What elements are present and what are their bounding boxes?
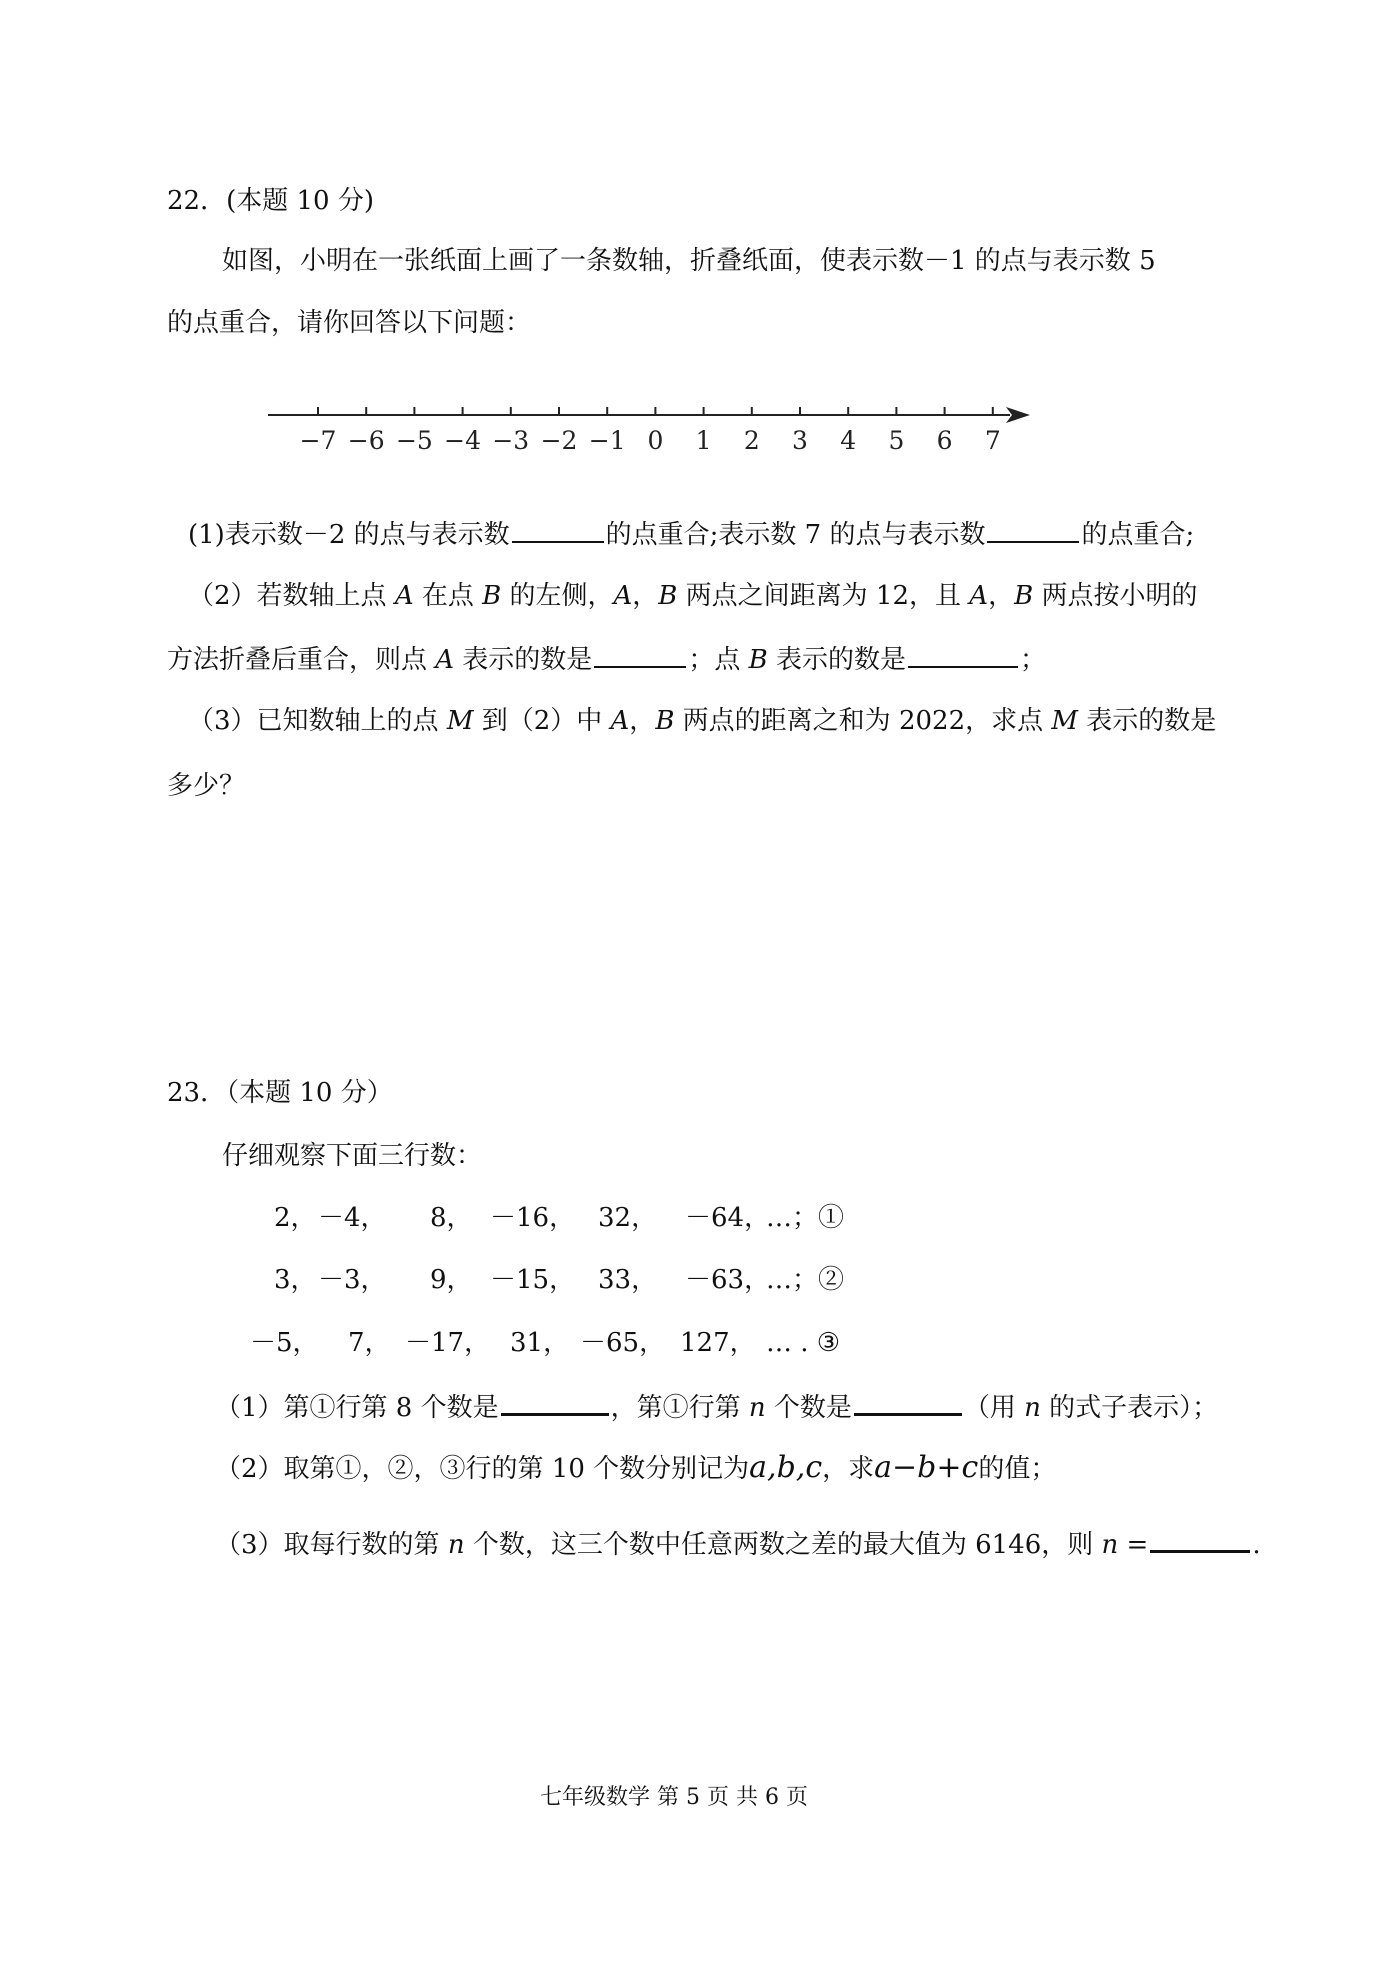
sequence-item: 127， [680, 1328, 756, 1358]
q23-header: 23．（本题 10 分） [167, 1078, 393, 1108]
q22-part1: (1)表示数－2 的点与表示数 的点重合;表示数 7 的点与表示数 的点重合; [188, 515, 1194, 553]
q22-header: 22．(本题 10 分) [167, 186, 374, 216]
sequence-item: －63， [685, 1265, 771, 1295]
number-line-tick-label: 5 [888, 426, 905, 455]
number-line-tick-label: −6 [347, 426, 385, 455]
answer-blank-2a[interactable] [594, 640, 686, 668]
sequence-item: －65， [580, 1328, 666, 1358]
sequence-item: 33， [598, 1265, 658, 1295]
sequence-item: －4， [318, 1203, 387, 1233]
number-line [0, 395, 1390, 475]
number-line-tick-label: 6 [936, 426, 953, 455]
q23-intro: 仔细观察下面三行数： [222, 1141, 483, 1171]
sequence-item: 3， [274, 1265, 317, 1295]
sequence-row-3 [0, 1325, 1390, 1361]
number-line-tick-label: 2 [743, 426, 760, 455]
q22-intro-line2: 的点重合，请你回答以下问题： [167, 308, 532, 338]
sequence-item: 8， [430, 1203, 473, 1233]
number-line-tick-label: 4 [840, 426, 857, 455]
answer-blank-1a[interactable] [512, 515, 604, 543]
sequence-item: －15， [490, 1265, 576, 1295]
q22-part3-line2: 多少？ [167, 771, 246, 801]
number-line-tick-label: 1 [695, 426, 712, 455]
sequence-item: －5， [250, 1328, 319, 1358]
sequence-item: 31， [510, 1328, 570, 1358]
q23-part3: （3）取每行数的第 n 个数，这三个数中任意两数之差的最大值为 6146，则 n = . [215, 1524, 1261, 1563]
sequence-item: －17， [405, 1328, 491, 1358]
number-line-tick-label: −4 [444, 426, 482, 455]
sequence-item: －64， [685, 1203, 771, 1233]
sequence-item: 2， [274, 1203, 317, 1233]
number-line-tick-label: −2 [540, 426, 578, 455]
answer-blank-3b[interactable] [854, 1387, 962, 1416]
number-line-tick-label: −1 [588, 426, 626, 455]
number-line-tick-label: 0 [647, 426, 664, 455]
q22-intro-line1: 如图，小明在一张纸面上画了一条数轴，折叠纸面，使表示数－1 的点与表示数 5 [222, 246, 1156, 276]
sequence-item: … . ③ [766, 1328, 841, 1358]
answer-blank-3a[interactable] [501, 1387, 609, 1416]
sequence-item: …；① [766, 1203, 845, 1233]
sequence-item: －3， [318, 1265, 387, 1295]
sequence-row-2 [0, 1262, 1390, 1298]
q23-part1: （1）第①行第 8 个数是 ，第①行第 n 个数是 （用 n 的式子表示）； [215, 1387, 1218, 1426]
q22-part2-line2: 方法折叠后重合，则点 A 表示的数是 ；点 B 表示的数是 ； [167, 640, 1046, 678]
number-line-tick-label: 3 [792, 426, 808, 455]
answer-blank-2b[interactable] [908, 640, 1018, 668]
q22-part2-line1: （2）若数轴上点 A 在点 B 的左侧，A，B 两点之间距离为 12，且 A，B 两点按小明的 [188, 581, 1198, 611]
sequence-item: 32， [598, 1203, 658, 1233]
sequence-row-1 [0, 1200, 1390, 1236]
number-line-tick-label: −7 [299, 426, 337, 455]
number-line-tick-label: 7 [984, 426, 1001, 455]
sequence-item: 7， [348, 1328, 391, 1358]
number-line-tick-label: −3 [492, 426, 530, 455]
page-footer: 七年级数学 第 5 页 共 6 页 [540, 1785, 808, 1810]
answer-blank-4[interactable] [1150, 1524, 1250, 1553]
sequence-item: 9， [430, 1265, 473, 1295]
sequence-item: －16， [490, 1203, 576, 1233]
answer-blank-1b[interactable] [987, 515, 1079, 543]
number-line-tick-label: −5 [395, 426, 433, 455]
q23-part2: （2）取第①，②，③行的第 10 个数分别记为a,b,c，求a−b+c的值； [215, 1450, 1057, 1485]
q22-part3-line1: （3）已知数轴上的点 M 到（2）中 A，B 两点的距离之和为 2022，求点 M 表示的数是 [188, 706, 1217, 736]
sequence-item: …；② [766, 1265, 845, 1295]
